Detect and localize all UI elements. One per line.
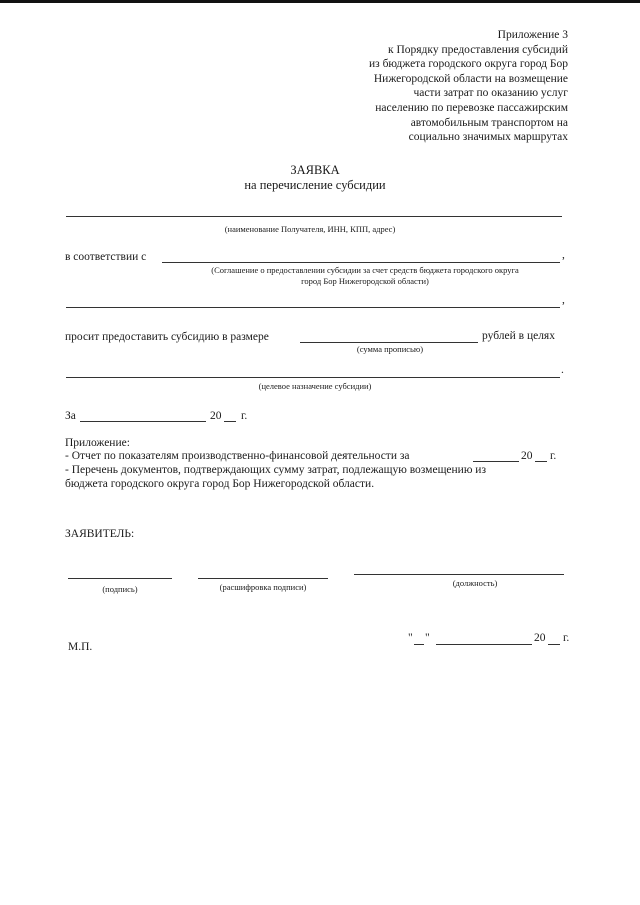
continuation-field-line[interactable] [66,307,560,308]
date-quote-open: " [408,632,413,644]
request-suffix: рублей в целях [482,330,555,342]
appendix-line: населению по перевозке пассажирским [375,101,568,114]
accordance-label: в соответствии с [65,251,147,263]
decoding-field-line[interactable] [198,578,328,579]
agreement-caption-line1: (Соглашение о предоставлении субсидии за счет средств бюджета городского округа [211,265,519,275]
purpose-field-line[interactable] [66,377,560,378]
date-year-suffix: г. [563,632,570,644]
continuation-comma: , [562,294,565,306]
period-label: За [65,410,76,422]
stamp-placeholder: М.П. [68,641,93,653]
appendix-line: части затрат по оказанию услуг [413,87,568,100]
period-year-field-line[interactable] [224,421,236,422]
attachment-item1-suffix: г. [550,450,557,462]
document-title: ЗАЯВКА [290,163,340,177]
period-year-prefix: 20 [210,410,222,422]
amount-caption: (сумма прописью) [356,344,424,354]
attachment-item1-period-line[interactable] [473,461,519,462]
signature-field-line[interactable] [68,578,172,579]
period-year-suffix: г. [241,410,248,422]
appendix-line: из бюджета городского округа город Бор [369,58,568,71]
attachment-item2-line1: - Перечень документов, подтверждающих сумму затрат, подлежащую возмещению из [65,464,486,476]
date-year-prefix: 20 [534,632,546,644]
appendix-line: к Порядку предоставления субсидий [388,43,568,56]
agreement-field-line[interactable] [162,262,560,263]
attachments-heading: Приложение: [65,437,130,449]
date-month-field-line[interactable] [436,644,532,645]
decoding-caption: (расшифровка подписи) [219,582,307,592]
purpose-end-dot: . [561,364,564,376]
purpose-caption: (целевое назначение субсидии) [258,381,372,391]
date-year-field-line[interactable] [548,644,560,645]
date-quote-close: " [425,632,430,644]
date-day-field-line[interactable] [414,644,424,645]
signature-caption: (подпись) [102,584,138,594]
document-subtitle: на перечисление субсидии [244,178,386,192]
recipient-caption: (наименование Получателя, ИНН, КПП, адрес) [224,224,396,234]
appendix-line: Нижегородской области на возмещение [373,72,568,85]
period-field-line[interactable] [80,421,206,422]
attachment-item1-text: - Отчет по показателям производственно-финансовой деятельности за [65,450,410,462]
attachment-item1-year-line[interactable] [535,461,547,462]
position-field-line[interactable] [354,574,564,575]
appendix-line: Приложение 3 [497,29,568,41]
appendix-line: автомобильным транспортом на [410,116,568,129]
applicant-label: ЗАЯВИТЕЛЬ: [65,528,135,540]
appendix-header [369,28,568,145]
appendix-line: социально значимых маршрутах [408,131,568,144]
request-prefix: просит предоставить субсидию в размере [65,331,269,343]
agreement-caption-line2: город Бор Нижегородской области) [301,276,429,286]
amount-field-line[interactable] [300,342,478,343]
recipient-field-line[interactable] [66,216,562,217]
attachment-item1-year: 20 [521,450,533,462]
scan-top-edge [0,0,640,3]
position-caption: (должность) [452,578,498,588]
attachment-item2-line2: бюджета городского округа город Бор Нижегородской области. [65,478,375,490]
accordance-comma: , [562,249,565,261]
